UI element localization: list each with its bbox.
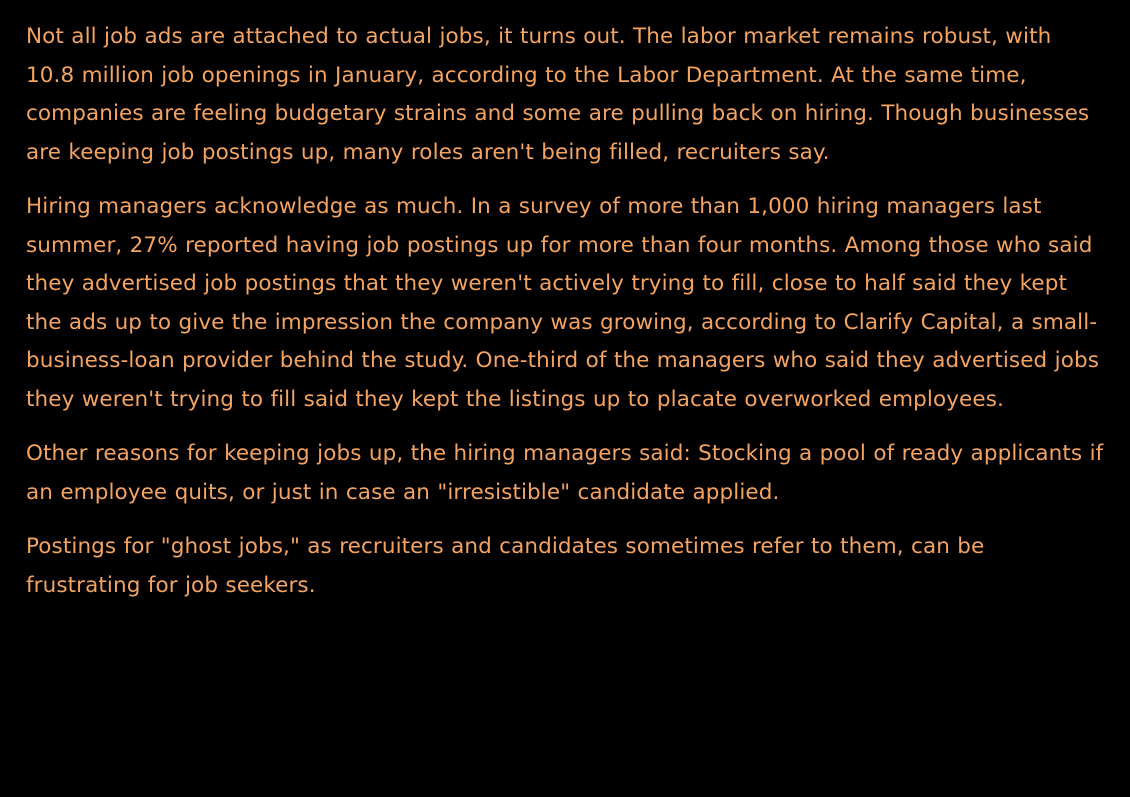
article-paragraph: Postings for "ghost jobs," as recruiters and candidates sometimes refer to them, can be frustrating for job seekers.	[26, 534, 985, 598]
article-paragraph: Hiring managers acknowledge as much. In a survey of more than 1,000 hiring managers last summer, 27% reported having job postings up for more than four months. Among those who said they advertised job postings that they weren't actively trying to fill, close to half said they kept the ads up to give the impression the company was growing, according to Clarify Capital, a small-business-loan provider behind the study. One-third of the managers who said they advertised jobs they weren't trying to fill said they kept the listings up to placate overworked employees.	[26, 194, 1100, 412]
article-paragraph: Not all job ads are attached to actual jobs, it turns out. The labor market remains robust, with 10.8 million job openings in January, according to the Labor Department. At the same time, companies are feeling budgetary strains and some are pulling back on hiring. Though businesses are keeping job postings up, many roles aren't being filled, recruiters say.	[26, 24, 1090, 165]
article-paragraph: Other reasons for keeping jobs up, the hiring managers said: Stocking a pool of ready applicants if an employee quits, or just in case an "irresistible" candidate applied.	[26, 441, 1104, 505]
